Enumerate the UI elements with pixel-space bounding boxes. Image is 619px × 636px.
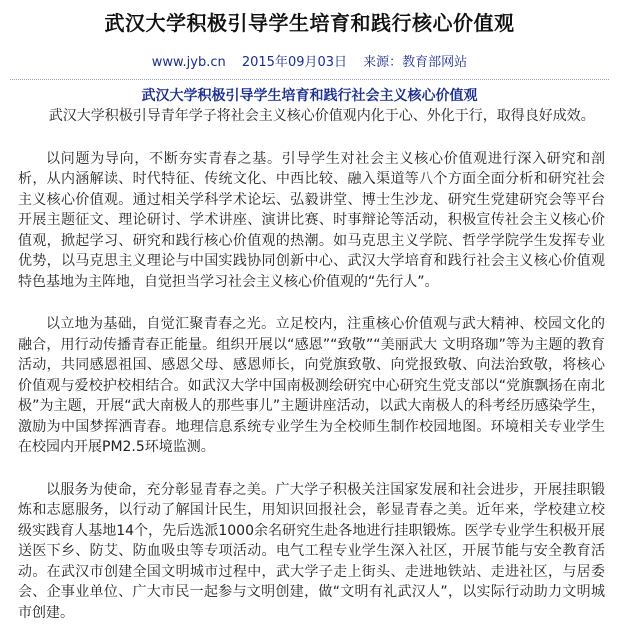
paragraph-lead: 武汉大学积极引导青年学子将社会主义核心价值观内化于心、外化于行，取得良好成效。	[48, 108, 595, 124]
article-body	[0, 106, 619, 623]
paragraph: 以立地为基础，自觉汇聚青春之光。立足校内，注重核心价值观与武大精神、校园文化的融合，用行动传播青春正能量。组织开展以“感恩”“致敬”“美丽武大 文明珞珈”等为主题的教育活动，共同感恩祖国、感恩父母、感恩师长，向党旗致敬、向党报致敬、向法治致敬，将核心价值观与爱校护校相结合。如武汉大学中国南极测绘研究中心研究生党支部以“党旗飘扬在南北极”为主题，开展“武大南极人的那些事儿”主题讲座活动，以武大南极人的科考经历感染学生，激励为中国梦挥洒青春。地理信息系统专业学生为全校师生制作校园地图。环境相关专业学生在校园内开展PM2.5环境监测。	[18, 316, 605, 455]
meta-site: www.jyb.cn	[151, 55, 226, 70]
article-subtitle: 武汉大学积极引导学生培育和践行社会主义核心价值观	[141, 88, 478, 104]
paragraph: 以服务为使命，充分彰显青春之美。广大学子积极关注国家发展和社会进步，开展挂职锻炼和志愿服务，以行动了解国计民生，用知识回报社会，彰显青春之美。近年来，学校建立校级实践育人基地14个，先后选派1000余名研究生赴各地进行挂职锻炼。医学专业学生积极开展送医下乡、防艾、防血吸虫等专项活动。电气工程专业学生深入社区，开展节能与安全教育活动。在武汉市创建全国文明城市过程中，武大学子走上街头、走进地铁站、走进社区，与居委会、企事业单位、广大市民一起参与文明创建，做“文明有礼武汉人”，以实际行动助力文明城市创建。	[18, 481, 605, 621]
divider	[10, 79, 609, 80]
meta-source: 来源：教育部网站	[363, 55, 468, 70]
paragraph: 以问题为导向，不断夯实青春之基。引导学生对社会主义核心价值观进行深入研究和剖析，从内涵解读、时代特征、传统文化、中西比较、融入渠道等八个方面全面分析和研究社会主义核心价值观。通过相关学科学术论坛、弘毅讲堂、博士生沙龙、研究生党建研究会等平台开展主题征文、理论研讨、学术讲座、演讲比赛、时事辩论等活动，积极宣传社会主义核心价值观，掀起学习、研究和践行核心价值观的热潮。如马克思主义学院、哲学学院学生发挥专业优势，以马克思主义理论与中国实践协同创新中心、武汉大学培育和践行社会主义核心价值观特色基地为主阵地，自觉担当学习社会主义核心价值观的“先行人”。	[18, 150, 605, 290]
article-meta	[0, 54, 619, 72]
meta-date: 2015年09月03日	[241, 55, 348, 70]
article-title: 武汉大学积极引导学生培育和践行核心价值观	[104, 11, 515, 35]
